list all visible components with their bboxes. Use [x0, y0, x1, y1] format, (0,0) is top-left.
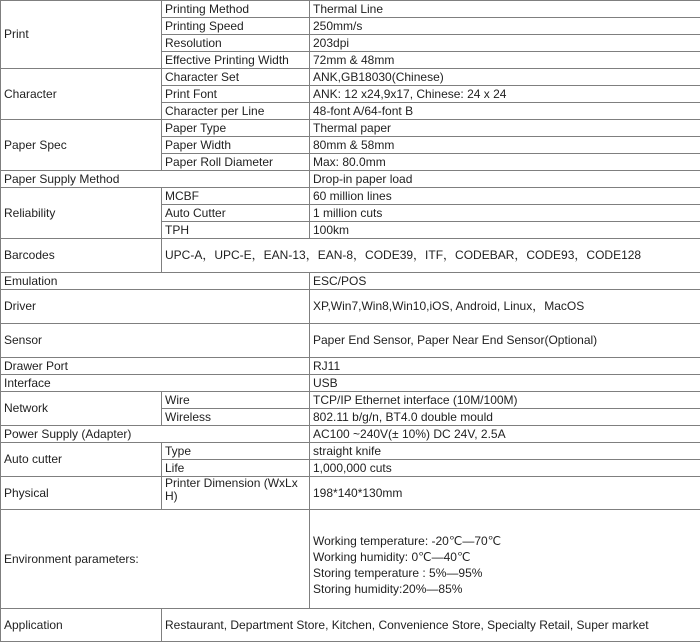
spec-value: straight knife: [310, 443, 700, 460]
spec-label: Life: [162, 460, 310, 477]
category-paper-spec: Paper Spec: [1, 120, 162, 171]
environment-line: Storing humidity:20%—85%: [313, 581, 700, 597]
category-paper-supply: Paper Supply Method: [1, 171, 310, 188]
spec-value: 1,000,000 cuts: [310, 460, 700, 477]
spec-value: AC100 ~240V(± 10%) DC 24V, 2.5A: [310, 426, 700, 443]
spec-value: Max: 80.0mm: [310, 154, 700, 171]
category-physical: Physical: [1, 477, 162, 510]
table-row: [1, 171, 700, 188]
physical-label-text: Printer Dimension (WxLx H): [165, 477, 305, 503]
table-row: [1, 510, 700, 609]
category-reliability: Reliability: [1, 188, 162, 239]
category-emulation: Emulation: [1, 273, 310, 290]
table-row: [1, 273, 700, 290]
table-row: [1, 426, 700, 443]
spec-value: 48-font A/64-font B: [310, 103, 700, 120]
table-row: [1, 392, 700, 409]
spec-label: Paper Roll Diameter: [162, 154, 310, 171]
spec-value: XP,Win7,Win8,Win10,iOS, Android, Linux，MacOS: [310, 290, 700, 324]
environment-line: Working humidity: 0℃—40℃: [313, 549, 700, 565]
spec-value: 1 million cuts: [310, 205, 700, 222]
table-row: [1, 239, 700, 273]
environment-values: [310, 510, 700, 609]
category-driver: Driver: [1, 290, 310, 324]
category-drawer-port: Drawer Port: [1, 358, 310, 375]
category-network: Network: [1, 392, 162, 426]
table-row: [1, 324, 700, 358]
spec-value: 802.11 b/g/n, BT4.0 double mould: [310, 409, 700, 426]
spec-value: Restaurant, Department Store, Kitchen, Convenience Store, Specialty Retail, Super market: [162, 609, 700, 642]
table-row: [1, 69, 700, 86]
table-row: [1, 1, 700, 18]
spec-value: USB: [310, 375, 700, 392]
spec-label: Resolution: [162, 35, 310, 52]
spec-value: Drop-in paper load: [310, 171, 700, 188]
spec-label: Character Set: [162, 69, 310, 86]
table-row: [1, 477, 700, 510]
spec-label: Type: [162, 443, 310, 460]
spec-value: Thermal Line: [310, 1, 700, 18]
spec-label: Print Font: [162, 86, 310, 103]
spec-value: Paper End Sensor, Paper Near End Sensor(Optional): [310, 324, 700, 358]
environment-line: Working temperature: -20℃—70℃: [313, 533, 700, 549]
spec-value: 80mm & 58mm: [310, 137, 700, 154]
category-print: Print: [1, 1, 162, 69]
spec-label: [162, 477, 310, 510]
spec-label: TPH: [162, 222, 310, 239]
table-row: [1, 290, 700, 324]
spec-value: ANK: 12 x24,9x17, Chinese: 24 x 24: [310, 86, 700, 103]
spec-value: 72mm & 48mm: [310, 52, 700, 69]
spec-label: Effective Printing Width: [162, 52, 310, 69]
spec-label: Character per Line: [162, 103, 310, 120]
spec-value: 60 million lines: [310, 188, 700, 205]
spec-value: 250mm/s: [310, 18, 700, 35]
category-power-supply: Power Supply (Adapter): [1, 426, 310, 443]
table-row: [1, 443, 700, 460]
table-row: [1, 375, 700, 392]
spec-value: Thermal paper: [310, 120, 700, 137]
category-barcodes: Barcodes: [1, 239, 162, 273]
spec-label: Auto Cutter: [162, 205, 310, 222]
spec-value: ESC/POS: [310, 273, 700, 290]
category-auto-cutter: Auto cutter: [1, 443, 162, 477]
table-row: [1, 358, 700, 375]
category-sensor: Sensor: [1, 324, 310, 358]
spec-label: Paper Type: [162, 120, 310, 137]
spec-label: Printing Method: [162, 1, 310, 18]
spec-value: TCP/IP Ethernet interface (10M/100M): [310, 392, 700, 409]
spec-value: UPC-A，UPC-E，EAN-13，EAN-8，CODE39，ITF，CODEBAR，CODE93，CODE128: [162, 239, 700, 273]
category-environment: Environment parameters:: [1, 510, 310, 609]
spec-label: Wire: [162, 392, 310, 409]
spec-label: Wireless: [162, 409, 310, 426]
category-interface: Interface: [1, 375, 310, 392]
spec-value: 198*140*130mm: [310, 477, 700, 510]
spec-value: ANK,GB18030(Chinese): [310, 69, 700, 86]
spec-value: 100km: [310, 222, 700, 239]
spec-label: Printing Speed: [162, 18, 310, 35]
spec-label: MCBF: [162, 188, 310, 205]
spec-value: RJ11: [310, 358, 700, 375]
table-row: [1, 120, 700, 137]
table-row: [1, 188, 700, 205]
environment-line: Storing temperature : 5%—95%: [313, 565, 700, 581]
category-application: Application: [1, 609, 162, 642]
spec-label: Paper Width: [162, 137, 310, 154]
category-character: Character: [1, 69, 162, 120]
spec-value: 203dpi: [310, 35, 700, 52]
